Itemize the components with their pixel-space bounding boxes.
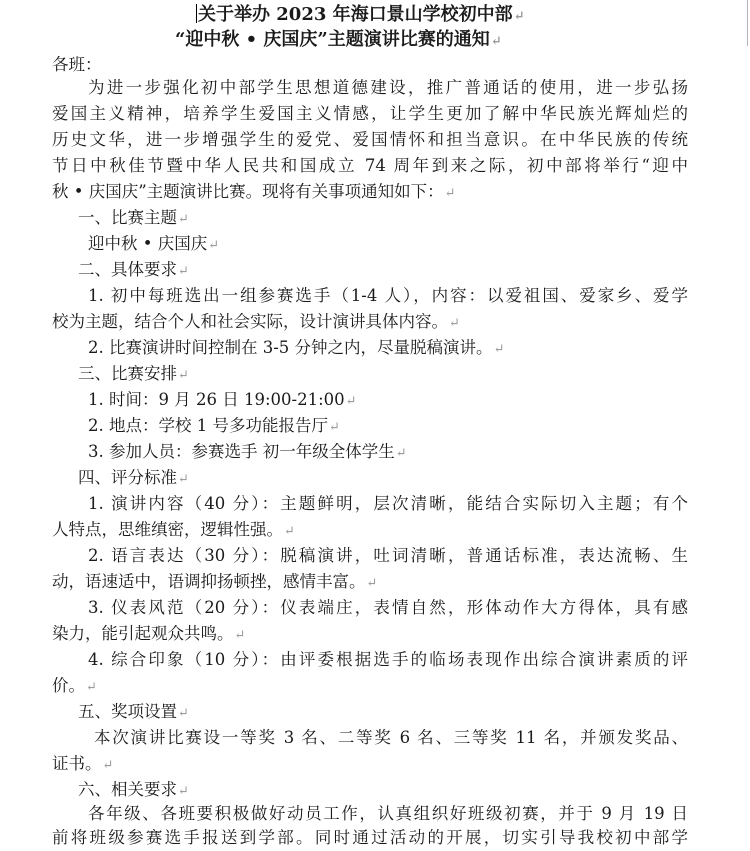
- requirement-1-line-1: 1. 初中每班选出一组参赛选手（1-4 人），内容：以爱祖国、爱家乡、爱学: [88, 286, 688, 305]
- criteria-2-line-2-text: 动，语速适中，语调抑扬顿挫，感情丰富。: [52, 572, 366, 591]
- paragraph-mark-icon: ↵: [328, 420, 340, 435]
- section-heading-theme-text: 一、比赛主题: [78, 208, 177, 227]
- arrangement-participants: [88, 439, 407, 467]
- paragraph-mark-icon: ↵: [178, 212, 189, 227]
- criteria-1-line-1: 1. 演讲内容（40 分）：主题鲜明，层次清晰，能结合实际切入主题；有个: [88, 494, 688, 513]
- theme-text-content: 迎中秋 • 庆国庆: [88, 234, 208, 253]
- paragraph-mark-icon: ↵: [513, 9, 525, 24]
- paragraph-mark-icon: ↵: [345, 394, 357, 409]
- arrangement-time: [88, 387, 357, 415]
- paragraph-mark-icon: ↵: [208, 238, 220, 253]
- arrangement-location: [88, 413, 340, 441]
- requirement-1-line-2-text: 校为主题，结合个人和社会实际，设计演讲具体内容。: [52, 312, 448, 331]
- title-text-1: 关于举办 2023 年海口景山学校初中部: [198, 4, 513, 25]
- criteria-4-line-2: [52, 673, 97, 701]
- section-heading-other-text: 六、相关要求: [78, 780, 177, 799]
- section-heading-arrangement: [78, 361, 189, 389]
- requirement-2: [88, 335, 504, 363]
- criteria-1-line-2-text: 人特点，思维缜密，逻辑性强。: [52, 520, 283, 539]
- paragraph-mark-icon: ↵: [490, 34, 502, 49]
- requirement-1-line-2: [52, 309, 460, 337]
- criteria-3-line-1: 3. 仪表风范（20 分）：仪表端庄，表情自然，形体动作大方得体，具有感: [88, 598, 688, 617]
- paragraph-mark-icon: ↵: [366, 576, 378, 591]
- intro-line-5: [52, 179, 456, 207]
- paragraph-mark-icon: ↵: [178, 368, 189, 383]
- paragraph-mark-icon: ↵: [178, 706, 189, 721]
- awards-line-2: [52, 751, 113, 779]
- arrangement-location-text: 2. 地点：学校 1 号多功能报告厅: [88, 416, 328, 435]
- section-heading-awards-text: 五、奖项设置: [78, 702, 177, 721]
- intro-line-2: 爱国主义精神，培养学生爱国主义情感，让学生更加了解中华民族光辉灿烂的: [52, 104, 688, 123]
- section-heading-theme: [78, 205, 189, 233]
- section-heading-awards: [78, 699, 189, 727]
- criteria-2-line-1: 2. 语言表达（30 分）：脱稿演讲，吐词清晰，普通话标准，表达流畅、生: [88, 546, 688, 565]
- other-line-1: 各年级、各班要积极做好动员工作，认真组织好班级初赛，并于 9 月 19 日: [88, 804, 688, 823]
- criteria-4-line-1: 4. 综合印象（10 分）：由评委根据选手的临场表现作出综合演讲素质的评: [88, 650, 688, 669]
- title-line-1: [196, 3, 525, 29]
- arrangement-participants-text: 3. 参加人员：参赛选手 初一年级全体学生: [88, 442, 395, 461]
- awards-line-1: 本次演讲比赛设一等奖 3 名、二等奖 6 名、三等奖 11 名，并颁发奖品、: [94, 728, 688, 747]
- paragraph-mark-icon: ↵: [178, 784, 189, 799]
- paragraph-mark-icon: ↵: [493, 342, 505, 357]
- paragraph-mark-icon: ↵: [284, 524, 295, 539]
- other-line-2: 前将班级参赛选手报送到学部。同时通过活动的开展，切实引导我校初中部学: [52, 828, 688, 847]
- criteria-3-line-2-text: 染力，能引起观众共鸣。: [52, 624, 234, 643]
- section-heading-criteria-text: 四、评分标准: [78, 468, 177, 487]
- page-edge-marker: [747, 0, 748, 46]
- paragraph-mark-icon: ↵: [178, 472, 189, 487]
- paragraph-mark-icon: ↵: [444, 186, 456, 201]
- paragraph-mark-icon: ↵: [102, 758, 114, 773]
- section-heading-requirements: [78, 257, 189, 285]
- theme-text: [88, 231, 219, 259]
- section-heading-requirements-text: 二、具体要求: [78, 260, 177, 279]
- paragraph-mark-icon: ↵: [234, 628, 246, 643]
- text-cursor: [196, 4, 197, 23]
- criteria-3-line-2: [52, 621, 245, 649]
- paragraph-mark-icon: ↵: [178, 264, 189, 279]
- arrangement-time-text: 1. 时间：9 月 26 日 19:00-21:00: [88, 390, 345, 409]
- paragraph-mark-icon: ↵: [449, 316, 460, 331]
- title-text-2: “迎中秋 • 庆国庆”主题演讲比赛的通知: [175, 29, 490, 50]
- salutation-text: 各班：: [52, 55, 102, 74]
- intro-line-1: 为进一步强化初中部学生思想道德建设，推广普通话的使用，进一步弘扬: [88, 78, 688, 97]
- requirement-2-text: 2. 比赛演讲时间控制在 3-5 分钟之内，尽量脱稿演讲。: [88, 338, 493, 357]
- paragraph-mark-icon: ↵: [395, 446, 407, 461]
- paragraph-mark-icon: ↵: [86, 680, 97, 695]
- intro-line-4: 节日中秋佳节暨中华人民共和国成立 74 周年到来之际，初中部将举行“迎中: [52, 156, 688, 175]
- section-heading-arrangement-text: 三、比赛安排: [78, 364, 177, 383]
- criteria-4-line-2-text: 价。: [52, 676, 85, 695]
- intro-line-3: 历史文华，进一步增强学生的爱党、爱国情怀和担当意识。在中华民族的传统: [52, 130, 688, 149]
- awards-line-2-text: 证书。: [52, 754, 102, 773]
- section-heading-criteria: [78, 465, 189, 493]
- criteria-2-line-2: [52, 569, 377, 597]
- title-line-2: [175, 28, 502, 54]
- intro-line-5-text: 秋 • 庆国庆”主题演讲比赛。现将有关事项通知如下：: [52, 182, 444, 201]
- criteria-1-line-2: [52, 517, 295, 545]
